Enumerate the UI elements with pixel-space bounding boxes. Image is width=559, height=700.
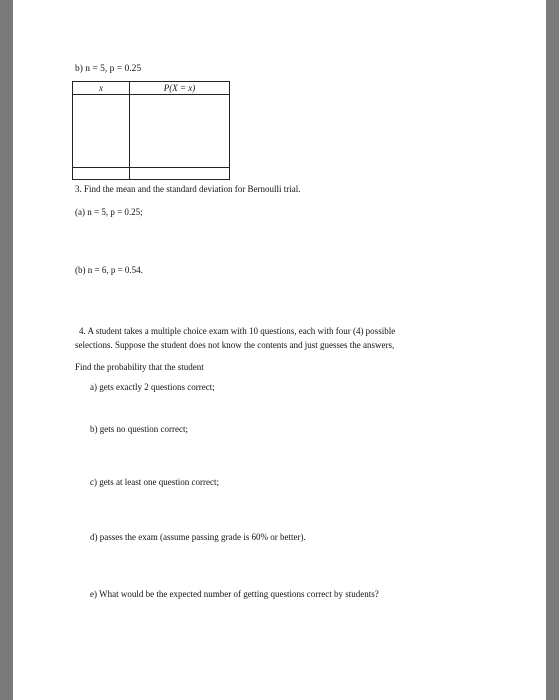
question-4b: b) gets no question correct; <box>90 424 188 434</box>
question-4-prompt: Find the probability that the student <box>75 362 204 372</box>
question-4a: a) gets exactly 2 questions correct; <box>90 382 215 392</box>
probability-table <box>72 81 230 180</box>
question-4c: c) gets at least one question correct; <box>90 477 219 487</box>
table-cell-x <box>73 95 130 168</box>
document-page <box>13 0 546 700</box>
question-4-line-2: selections. Suppose the student does not know the contents and just guesses the answers, <box>75 340 395 350</box>
question-3-title: 3. Find the mean and the standard deviation for Bernoulli trial. <box>75 184 301 194</box>
table-header-px: P(X = x) <box>130 82 230 95</box>
question-4e: e) What would be the expected number of getting questions correct by students? <box>90 589 379 599</box>
table-cell-x-footer <box>73 168 130 180</box>
question-3b: (b) n = 6, p = 0.54. <box>75 265 143 275</box>
table-header-x: x <box>73 82 130 95</box>
question-4d: d) passes the exam (assume passing grade is 60% or better). <box>90 532 306 542</box>
question-3a: (a) n = 5, p = 0.25; <box>75 207 143 217</box>
table-cell-px <box>130 95 230 168</box>
question-4-line-1: 4. A student takes a multiple choice exam with 10 questions, each with four (4) possible <box>79 326 396 336</box>
table-cell-px-footer <box>130 168 230 180</box>
part-b-header: b) n = 5, p = 0.25 <box>75 64 142 74</box>
